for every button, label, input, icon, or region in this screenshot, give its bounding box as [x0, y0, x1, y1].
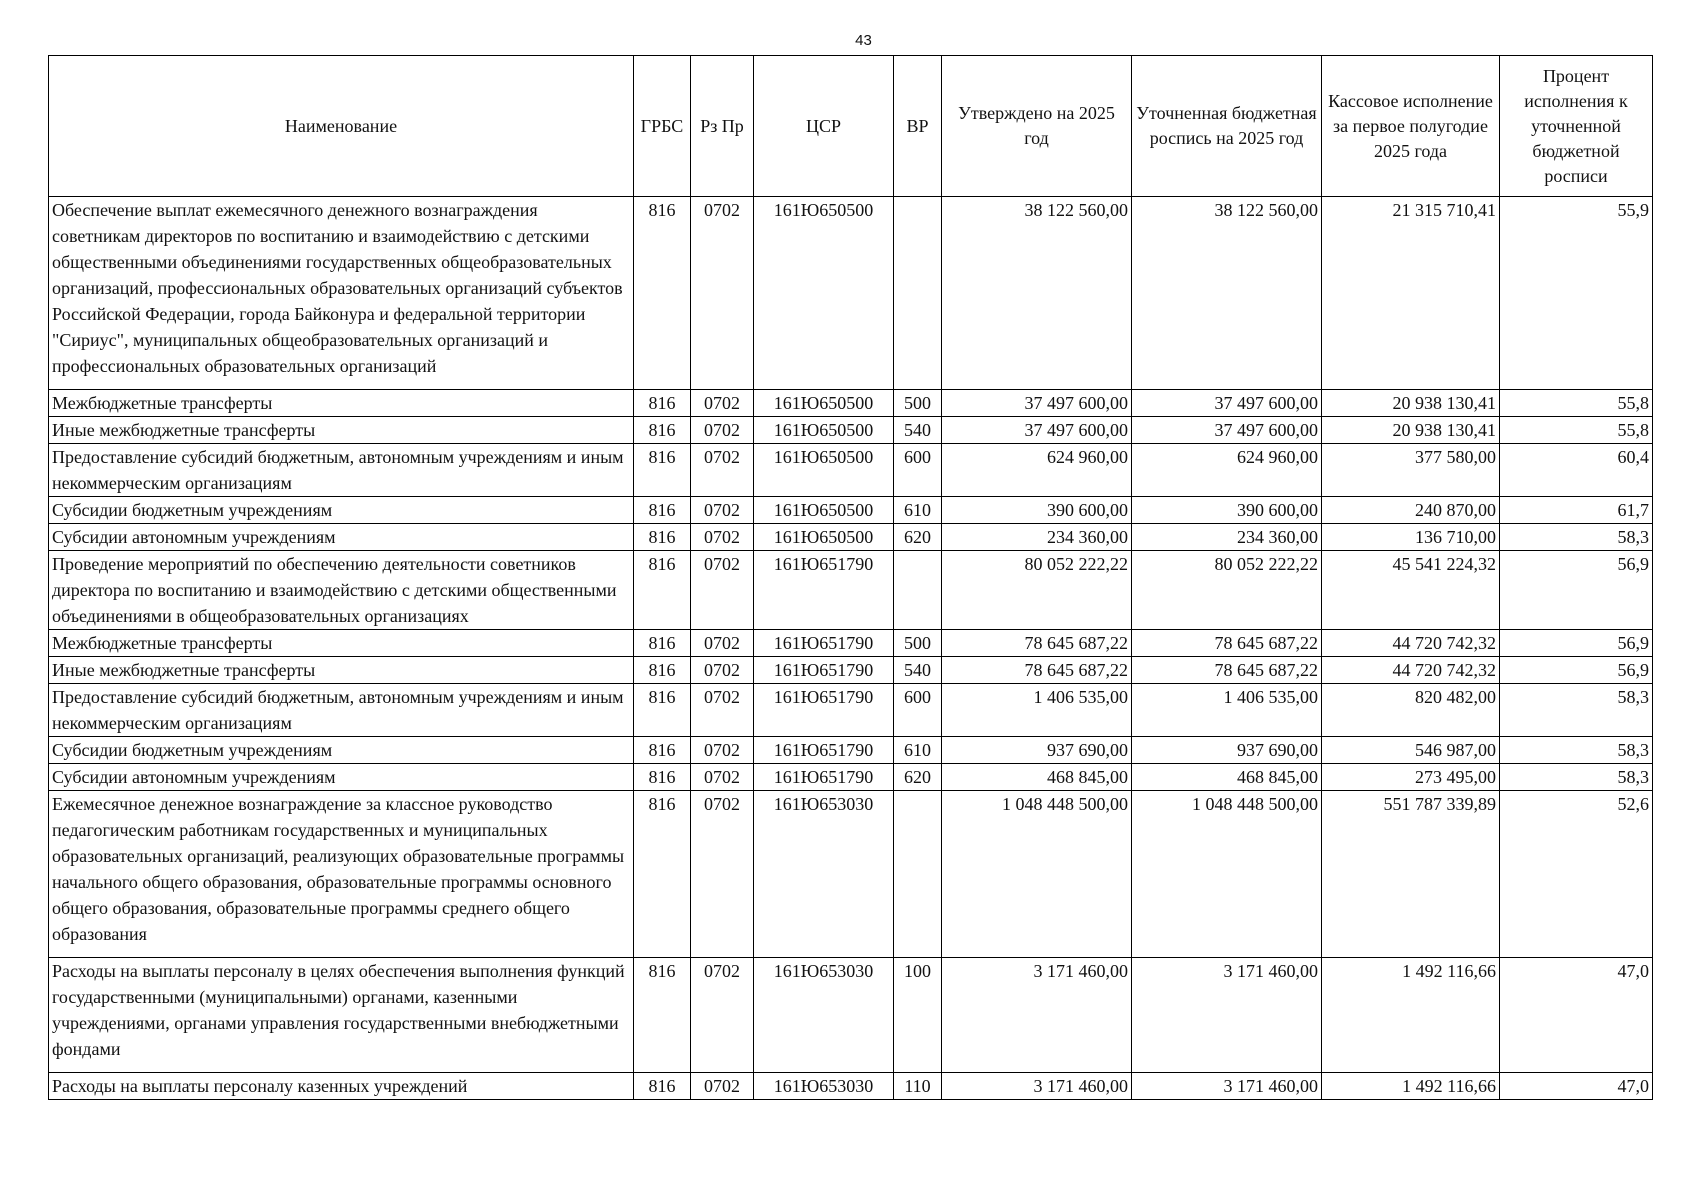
cell-cash: 240 870,00: [1322, 497, 1500, 524]
cell-percent: 47,0: [1500, 958, 1653, 1073]
cell-cash: 1 492 116,66: [1322, 958, 1500, 1073]
cell-vr: 610: [894, 497, 942, 524]
cell-cash: 20 938 130,41: [1322, 390, 1500, 417]
cell-rzpr: 0702: [691, 958, 754, 1073]
cell-approved: 234 360,00: [942, 524, 1132, 551]
cell-refined: 624 960,00: [1132, 444, 1322, 497]
table-row: [49, 497, 1653, 524]
cell-grbs: 816: [634, 958, 691, 1073]
table-row: [49, 390, 1653, 417]
cell-rzpr: 0702: [691, 630, 754, 657]
cell-cash: 20 938 130,41: [1322, 417, 1500, 444]
cell-vr: [894, 791, 942, 958]
cell-approved: 37 497 600,00: [942, 390, 1132, 417]
cell-cash: 820 482,00: [1322, 684, 1500, 737]
header-approved: Утверждено на 2025 год: [942, 56, 1132, 197]
cell-rzpr: 0702: [691, 764, 754, 791]
cell-name: Межбюджетные трансферты: [49, 390, 634, 417]
cell-vr: [894, 551, 942, 630]
header-rzpr: Рз Пр: [691, 56, 754, 197]
cell-approved: 390 600,00: [942, 497, 1132, 524]
cell-rzpr: 0702: [691, 791, 754, 958]
cell-rzpr: 0702: [691, 497, 754, 524]
cell-name: Межбюджетные трансферты: [49, 630, 634, 657]
cell-grbs: 816: [634, 737, 691, 764]
cell-approved: 468 845,00: [942, 764, 1132, 791]
cell-name: Расходы на выплаты персоналу казенных учреждений: [49, 1073, 634, 1100]
cell-approved: 38 122 560,00: [942, 197, 1132, 390]
cell-name: Иные межбюджетные трансферты: [49, 417, 634, 444]
cell-refined: 38 122 560,00: [1132, 197, 1322, 390]
cell-cash: 546 987,00: [1322, 737, 1500, 764]
cell-name: Расходы на выплаты персоналу в целях обеспечения выполнения функций государственными (муниципальными) органами, казенными учреждениями, органами управления государственными внебюджетными фондами: [49, 958, 634, 1073]
cell-refined: 80 052 222,22: [1132, 551, 1322, 630]
page-number: 43: [855, 32, 872, 49]
cell-approved: 78 645 687,22: [942, 630, 1132, 657]
cell-percent: 55,8: [1500, 390, 1653, 417]
cell-cash: 551 787 339,89: [1322, 791, 1500, 958]
cell-csr: 161Ю653030: [754, 958, 894, 1073]
cell-refined: 78 645 687,22: [1132, 630, 1322, 657]
table-row: [49, 657, 1653, 684]
table-row: [49, 444, 1653, 497]
cell-percent: 55,8: [1500, 417, 1653, 444]
cell-approved: 1 406 535,00: [942, 684, 1132, 737]
cell-cash: 45 541 224,32: [1322, 551, 1500, 630]
cell-grbs: 816: [634, 197, 691, 390]
cell-cash: 1 492 116,66: [1322, 1073, 1500, 1100]
cell-vr: 110: [894, 1073, 942, 1100]
table-body: [49, 197, 1653, 1100]
cell-cash: 136 710,00: [1322, 524, 1500, 551]
cell-vr: 620: [894, 524, 942, 551]
cell-refined: 37 497 600,00: [1132, 390, 1322, 417]
cell-grbs: 816: [634, 764, 691, 791]
cell-rzpr: 0702: [691, 737, 754, 764]
cell-percent: 55,9: [1500, 197, 1653, 390]
header-csr: ЦСР: [754, 56, 894, 197]
cell-cash: 273 495,00: [1322, 764, 1500, 791]
cell-name: Субсидии бюджетным учреждениям: [49, 497, 634, 524]
header-percent: Процент исполнения к уточненной бюджетной росписи: [1500, 56, 1653, 197]
cell-refined: 390 600,00: [1132, 497, 1322, 524]
cell-rzpr: 0702: [691, 524, 754, 551]
header-grbs: ГРБС: [634, 56, 691, 197]
cell-refined: 468 845,00: [1132, 764, 1322, 791]
header-refined: Уточненная бюджетная роспись на 2025 год: [1132, 56, 1322, 197]
cell-percent: 47,0: [1500, 1073, 1653, 1100]
header-cash: Кассовое исполнение за первое полугодие 2025 года: [1322, 56, 1500, 197]
cell-grbs: 816: [634, 551, 691, 630]
cell-name: Субсидии бюджетным учреждениям: [49, 737, 634, 764]
cell-grbs: 816: [634, 791, 691, 958]
table-row: [49, 551, 1653, 630]
cell-vr: 100: [894, 958, 942, 1073]
cell-csr: 161Ю653030: [754, 791, 894, 958]
cell-percent: 61,7: [1500, 497, 1653, 524]
cell-refined: 3 171 460,00: [1132, 1073, 1322, 1100]
cell-name: Субсидии автономным учреждениям: [49, 524, 634, 551]
table-header-row: [49, 56, 1653, 197]
cell-cash: 44 720 742,32: [1322, 657, 1500, 684]
cell-approved: 37 497 600,00: [942, 417, 1132, 444]
cell-approved: 3 171 460,00: [942, 958, 1132, 1073]
cell-percent: 58,3: [1500, 764, 1653, 791]
cell-name: Иные межбюджетные трансферты: [49, 657, 634, 684]
cell-vr: 600: [894, 684, 942, 737]
cell-vr: 610: [894, 737, 942, 764]
cell-csr: 161Ю651790: [754, 657, 894, 684]
cell-grbs: 816: [634, 630, 691, 657]
table-row: [49, 417, 1653, 444]
cell-csr: 161Ю650500: [754, 417, 894, 444]
cell-name: Субсидии автономным учреждениям: [49, 764, 634, 791]
table-row: [49, 684, 1653, 737]
cell-csr: 161Ю651790: [754, 737, 894, 764]
cell-cash: 377 580,00: [1322, 444, 1500, 497]
cell-rzpr: 0702: [691, 551, 754, 630]
cell-percent: 56,9: [1500, 630, 1653, 657]
cell-grbs: 816: [634, 684, 691, 737]
cell-rzpr: 0702: [691, 444, 754, 497]
cell-grbs: 816: [634, 497, 691, 524]
cell-approved: 80 052 222,22: [942, 551, 1132, 630]
table-row: [49, 791, 1653, 958]
cell-refined: 1 406 535,00: [1132, 684, 1322, 737]
cell-cash: 21 315 710,41: [1322, 197, 1500, 390]
cell-percent: 60,4: [1500, 444, 1653, 497]
cell-approved: 78 645 687,22: [942, 657, 1132, 684]
cell-vr: 500: [894, 390, 942, 417]
cell-refined: 1 048 448 500,00: [1132, 791, 1322, 958]
cell-percent: 56,9: [1500, 551, 1653, 630]
cell-name: Проведение мероприятий по обеспечению деятельности советников директора по воспитанию и взаимодействию с детскими общественными объединениями в общеобразовательных организациях: [49, 551, 634, 630]
cell-csr: 161Ю651790: [754, 551, 894, 630]
cell-name: Ежемесячное денежное вознаграждение за классное руководство педагогическим работникам государственных и муниципальных образовательных организаций, реализующих образовательные программы начального общего образования, образовательные программы основного общего образования, образовательные программы среднего общего образования: [49, 791, 634, 958]
cell-grbs: 816: [634, 444, 691, 497]
cell-vr: 600: [894, 444, 942, 497]
header-vr: ВР: [894, 56, 942, 197]
cell-approved: 3 171 460,00: [942, 1073, 1132, 1100]
cell-csr: 161Ю650500: [754, 497, 894, 524]
cell-rzpr: 0702: [691, 417, 754, 444]
cell-csr: 161Ю650500: [754, 197, 894, 390]
cell-csr: 161Ю650500: [754, 444, 894, 497]
cell-grbs: 816: [634, 1073, 691, 1100]
cell-percent: 58,3: [1500, 737, 1653, 764]
cell-csr: 161Ю651790: [754, 684, 894, 737]
cell-name: Предоставление субсидий бюджетным, автономным учреждениям и иным некоммерческим организациям: [49, 684, 634, 737]
table-row: [49, 197, 1653, 390]
cell-csr: 161Ю653030: [754, 1073, 894, 1100]
cell-rzpr: 0702: [691, 684, 754, 737]
cell-csr: 161Ю650500: [754, 390, 894, 417]
cell-name: Предоставление субсидий бюджетным, автономным учреждениям и иным некоммерческим организациям: [49, 444, 634, 497]
table-row: [49, 958, 1653, 1073]
budget-table: [48, 55, 1653, 1100]
cell-approved: 624 960,00: [942, 444, 1132, 497]
cell-refined: 78 645 687,22: [1132, 657, 1322, 684]
table-row: [49, 764, 1653, 791]
table-row: [49, 524, 1653, 551]
cell-vr: 540: [894, 417, 942, 444]
cell-refined: 3 171 460,00: [1132, 958, 1322, 1073]
cell-csr: 161Ю651790: [754, 630, 894, 657]
cell-refined: 937 690,00: [1132, 737, 1322, 764]
cell-refined: 37 497 600,00: [1132, 417, 1322, 444]
cell-approved: 1 048 448 500,00: [942, 791, 1132, 958]
cell-rzpr: 0702: [691, 657, 754, 684]
cell-grbs: 816: [634, 657, 691, 684]
cell-percent: 58,3: [1500, 524, 1653, 551]
table-row: [49, 1073, 1653, 1100]
cell-csr: 161Ю650500: [754, 524, 894, 551]
cell-vr: 540: [894, 657, 942, 684]
cell-vr: 620: [894, 764, 942, 791]
cell-csr: 161Ю651790: [754, 764, 894, 791]
cell-rzpr: 0702: [691, 390, 754, 417]
cell-name: Обеспечение выплат ежемесячного денежного вознаграждения советникам директоров по воспитанию и взаимодействию с детскими общественными объединениями государственных общеобразовательных организаций, профессиональных образовательных организаций субъектов Российской Федерации, города Байконура и федеральной территории "Сириус", муниципальных общеобразовательных организаций и профессиональных образовательных организаций: [49, 197, 634, 390]
cell-grbs: 816: [634, 390, 691, 417]
cell-refined: 234 360,00: [1132, 524, 1322, 551]
cell-approved: 937 690,00: [942, 737, 1132, 764]
cell-rzpr: 0702: [691, 1073, 754, 1100]
cell-vr: [894, 197, 942, 390]
table-row: [49, 630, 1653, 657]
cell-rzpr: 0702: [691, 197, 754, 390]
table-row: [49, 737, 1653, 764]
cell-percent: 56,9: [1500, 657, 1653, 684]
cell-percent: 52,6: [1500, 791, 1653, 958]
header-name: Наименование: [49, 56, 634, 197]
cell-grbs: 816: [634, 524, 691, 551]
cell-grbs: 816: [634, 417, 691, 444]
cell-vr: 500: [894, 630, 942, 657]
cell-cash: 44 720 742,32: [1322, 630, 1500, 657]
cell-percent: 58,3: [1500, 684, 1653, 737]
